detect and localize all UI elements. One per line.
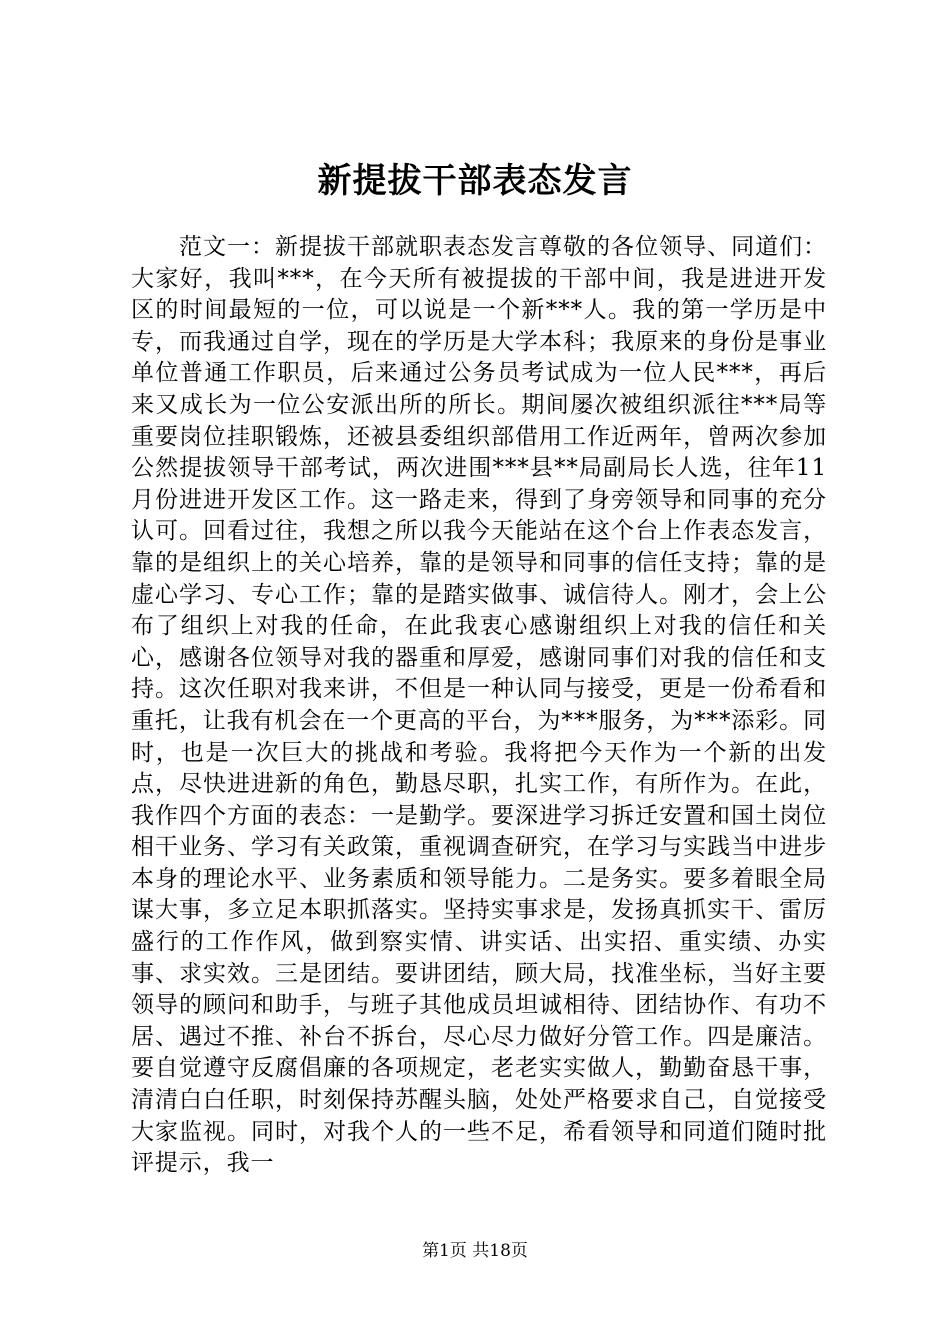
body-paragraph: 范文一：新提拔干部就职表态发言尊敬的各位领导、同道们：大家好，我叫***，在今天所有被提拔的干部中间，我是进进开发区的时间最短的一位，可以说是一个新***人。我的第一学历是中专，而我通过自学，现在的学历是大学本科；我原来的身份是事业单位普通工作职员，后来通过公务员考试成为一位人民***，再后来又成长为一位公安派出所的所长。期间屡次被组织派往***局等重要岗位挂职锻炼，还被县委组织部借用工作近两年，曾两次参加公然提拔领导干部考试，两次进围***县**局副局长人选，往年11月份进进开发区工作。这一路走来，得到了身旁领导和同事的充分认可。回看过往，我想之所以我今天能站在这个台上作表态发言，靠的是组织上的关心培养，靠的是领导和同事的信任支持；靠的是虚心学习、专心工作；靠的是踏实做事、诚信待人。刚才，会上公布了组织上对我的任命，在此我衷心感谢组织上对我的信任和关心，感谢各位领导对我的器重和厚爱，感谢同事们对我的信任和支持。这次任职对我来讲，不但是一种认同与接受，更是一份希看和重托，让我有机会在一个更高的平台，为***服务，为***添彩。同时，也是一次巨大的挑战和考验。我将把今天作为一个新的出发点，尽快进进新的角色，勤恳尽职，扎实工作，有所作为。在此，我作四个方面的表态：一是勤学。要深进学习拆迁安置和国土岗位相干业务、学习有关政策，重视调查研究，在学习与实践当中进步本身的理论水平、业务素质和领导能力。二是务实。要多着眼全局谋大事，多立足本职抓落实。坚持实事求是，发扬真抓实干、雷厉盛行的工作作风，做到察实情、讲实话、出实招、重实绩、办实事、求实效。三是团结。要讲团结，顾大局，找准坐标，当好主要领导的顾问和助手，与班子其他成员坦诚相待、团结协作、有功不居、遇过不推、补台不拆台，尽心尽力做好分管工作。四是廉洁。要自觉遵守反腐倡廉的各项规定，老老实实做人，勤勤奋恳干事，清清白白任职，时刻保持苏醒头脑，处处严格要求自己，自觉接受大家监视。同时，对我个人的一些不足，希看领导和同道们随时批评提示，我一 bbox=[131, 234, 827, 1177]
document-title: 新提拔干部表态发言 bbox=[317, 161, 633, 201]
page-footer: 第1页 共18页 bbox=[422, 1241, 528, 1261]
